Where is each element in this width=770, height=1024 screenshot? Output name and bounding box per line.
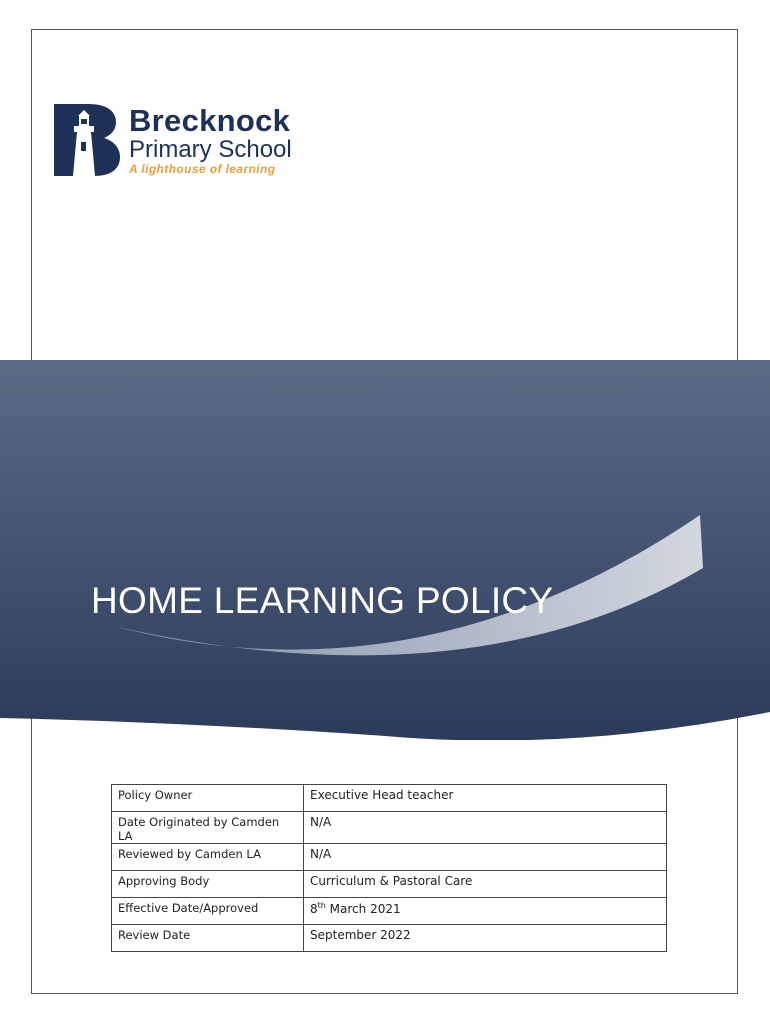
row-value: N/A — [304, 812, 667, 844]
table-row — [112, 871, 667, 898]
row-label: Reviewed by Camden LA — [112, 844, 304, 871]
table-row — [112, 785, 667, 812]
table-row — [112, 812, 667, 844]
logo-school-subtitle: Primary School — [129, 136, 292, 163]
row-label: Date Originated by Camden LA — [112, 812, 304, 844]
table-row — [112, 844, 667, 871]
row-value: September 2022 — [304, 925, 667, 952]
row-value: N/A — [304, 844, 667, 871]
row-label: Effective Date/Approved — [112, 898, 304, 925]
lighthouse-b-icon — [54, 102, 120, 176]
date-ordinal: th — [317, 901, 326, 910]
table-row — [112, 925, 667, 952]
row-value: Executive Head teacher — [304, 785, 667, 812]
date-day: 8 — [310, 902, 318, 916]
logo-school-name: Brecknock — [129, 103, 291, 138]
title-banner — [0, 360, 770, 740]
logo-tagline: A lighthouse of learning — [129, 162, 276, 176]
row-label: Policy Owner — [112, 785, 304, 812]
row-value — [304, 898, 667, 925]
date-rest: March 2021 — [325, 902, 401, 916]
document-title: HOME LEARNING POLICY — [91, 580, 554, 621]
row-label: Review Date — [112, 925, 304, 952]
row-label: Approving Body — [112, 871, 304, 898]
school-logo — [54, 100, 354, 180]
row-value: Curriculum & Pastoral Care — [304, 871, 667, 898]
policy-info-table — [111, 784, 667, 952]
table-row — [112, 898, 667, 925]
